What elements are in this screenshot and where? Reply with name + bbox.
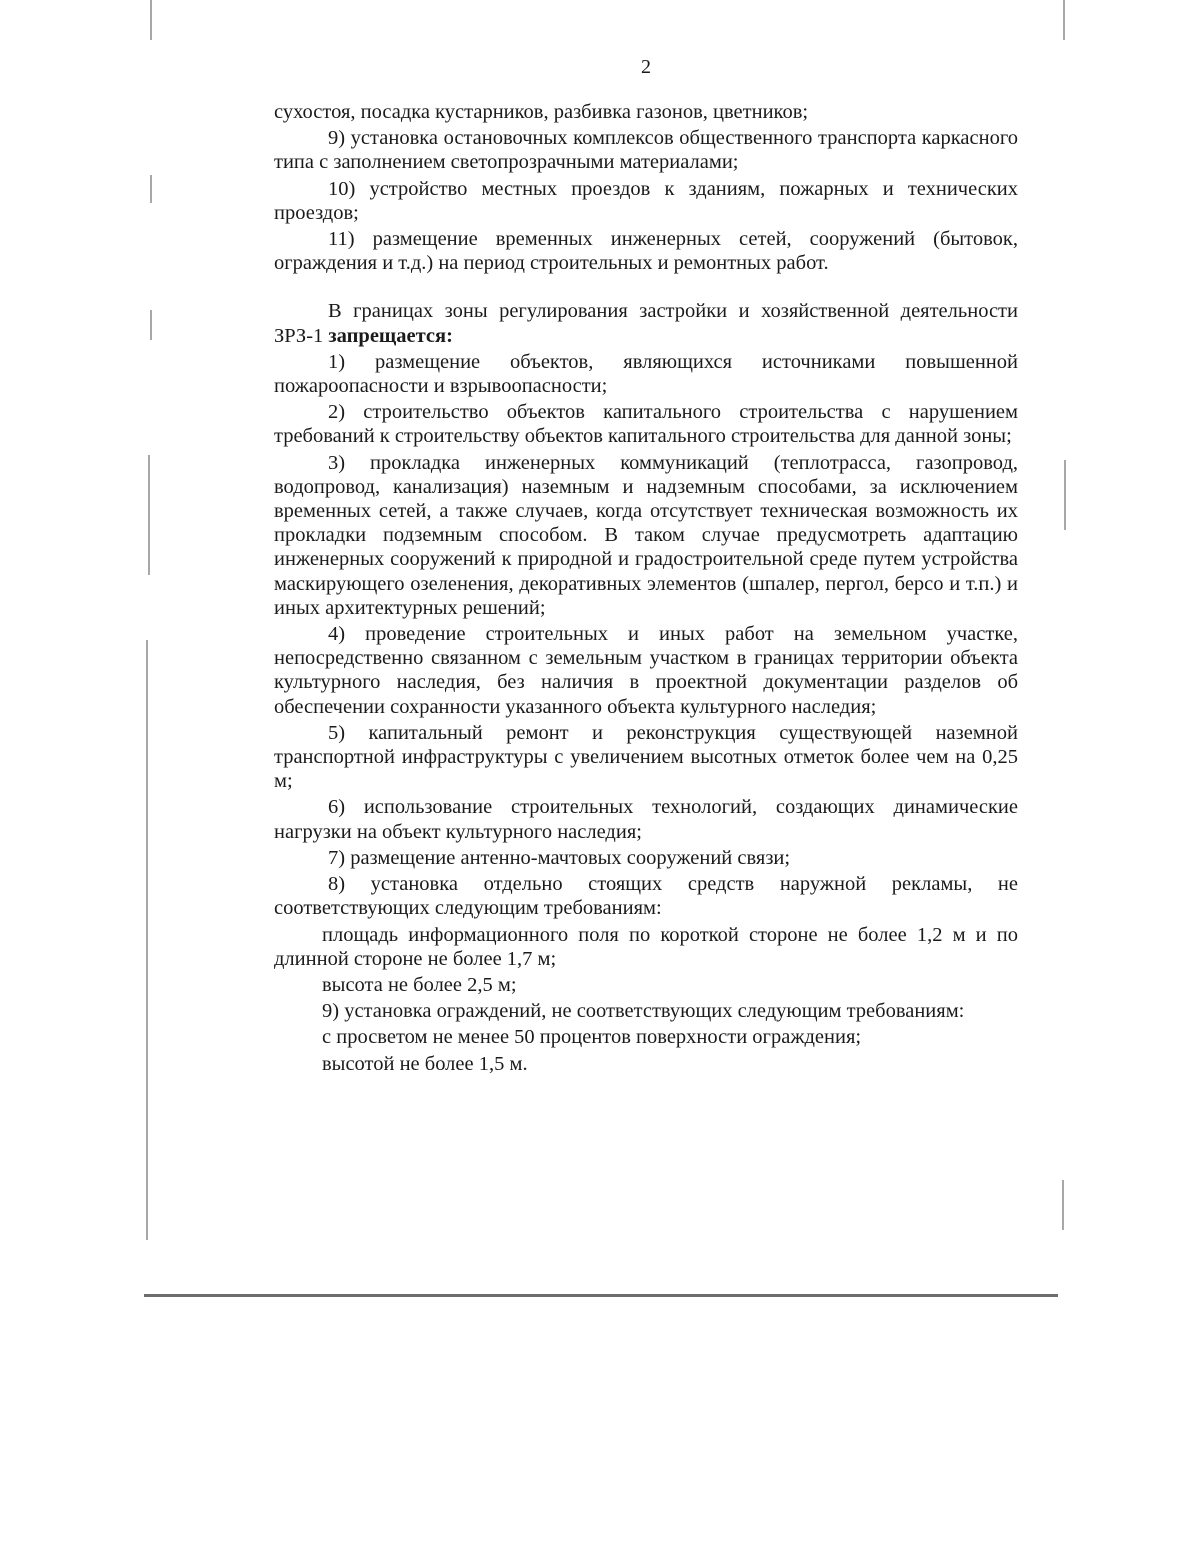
- section-intro-bold: запрещается:: [328, 324, 453, 347]
- list-item: 1) размещение объектов, являющихся источниками повышенной пожароопасности и взрывоопасности;: [274, 350, 1018, 398]
- scan-edge-bottom: [144, 1294, 1058, 1297]
- scan-edge-right-1: [1063, 0, 1065, 40]
- list-item: 10) устройство местных проездов к зданиям, пожарных и технических проездов;: [274, 177, 1018, 224]
- list-subitem: площадь информационного поля по короткой стороне не более 1,2 м и по длинной стороне не более 1,7 м;: [274, 923, 1018, 970]
- section-intro-text: В границах зоны регулирования застройки и хозяйственной деятельности ЗРЗ-1: [274, 300, 1018, 347]
- scan-edge-left-4: [146, 640, 148, 1240]
- scan-edge-left-3: [148, 455, 150, 575]
- list-item: 5) капитальный ремонт и реконструкция существующей наземной транспортной инфраструктуры с увеличением высотных отметок более чем на 0,25 м;: [274, 721, 1018, 793]
- list-item: 11) размещение временных инженерных сетей, сооружений (бытовок, ограждения и т.д.) на период строительных и ремонтных работ.: [274, 228, 1018, 275]
- list-item: 3) прокладка инженерных коммуникаций (теплотрасса, газопровод, водопровод, канализация) наземным и надземным способами, за исключением временных сетей, а также случаев, когда отсутствует техническая возможность их прокладки подземным способом. В таком случае предусмотреть адаптацию инженерных сооружений к природной и градостроительной среде путем устройства маскирующего озеленения, декоративных элементов (шпалер, пергол, берсо и т.п.) и иных архитектурных решений;: [274, 451, 1018, 619]
- scan-edge-left-2: [150, 310, 152, 340]
- scan-edge-left-top: [150, 0, 152, 40]
- list-subitem: высотой не более 1,5 м.: [322, 1052, 528, 1075]
- document-body: [274, 100, 1018, 1076]
- list-item: 9) установка ограждений, не соответствующих следующим требованиям:: [322, 1000, 965, 1023]
- list-item: 6) использование строительных технологий, создающих динамические нагрузки на объект культурного наследия;: [274, 796, 1018, 843]
- section-intro: [274, 299, 1018, 347]
- list-subitem: высота не более 2,5 м;: [322, 973, 517, 996]
- scan-edge-right-3: [1062, 1180, 1064, 1230]
- scan-edge-right-2: [1064, 460, 1066, 530]
- list-item: 4) проведение строительных и иных работ на земельном участке, непосредственно связанном с земельным участком в границах территории объекта культурного наследия, без наличия в проектной документации разделов об обеспечении сохранности указанного объекта культурного наследия;: [274, 623, 1018, 718]
- list-subitem: с просветом не менее 50 процентов поверхности ограждения;: [322, 1026, 862, 1049]
- list-item: 2) строительство объектов капитального строительства с нарушением требований к строительству объектов капитального строительства для данной зоны;: [274, 401, 1018, 448]
- list-item: 7) размещение антенно-мачтовых сооружений связи;: [328, 846, 791, 869]
- list-item: 8) установка отдельно стоящих средств наружной рекламы, не соответствующих следующим требованиям:: [274, 873, 1018, 920]
- paragraph-continuation: сухостоя, посадка кустарников, разбивка газонов, цветников;: [274, 101, 809, 123]
- page-number: 2: [641, 56, 651, 78]
- scan-edge-left-1: [150, 175, 152, 203]
- list-item: 9) установка остановочных комплексов общественного транспорта каркасного типа с заполнением светопрозрачными материалами;: [274, 127, 1018, 174]
